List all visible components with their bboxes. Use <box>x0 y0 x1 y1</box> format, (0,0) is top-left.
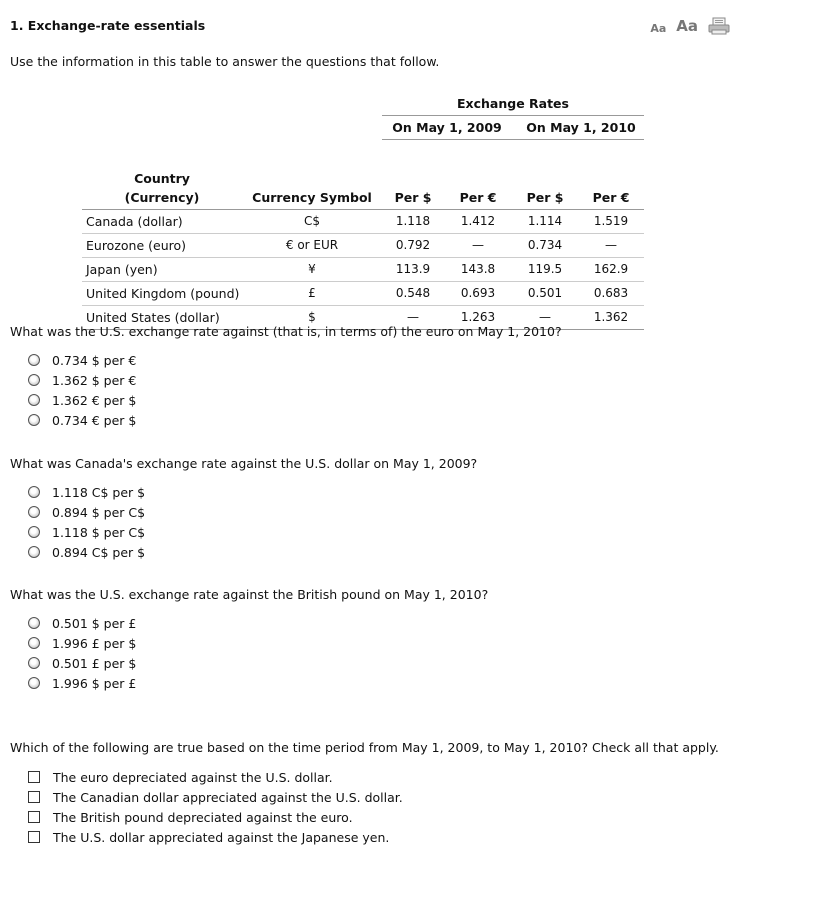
radio-option[interactable] <box>28 410 136 430</box>
checkbox[interactable] <box>28 771 40 783</box>
radio-button[interactable] <box>28 637 40 649</box>
rate-cell: 143.8 <box>460 262 496 276</box>
rate-cell: — <box>605 238 617 252</box>
radio-button[interactable] <box>28 617 40 629</box>
symbol-header: Currency Symbol <box>252 189 372 205</box>
option-label: 1.118 $ per C$ <box>52 524 146 540</box>
question-1-text: What was the U.S. exchange rate against (that is, in terms of) the euro on May 1, 2010? <box>10 324 562 339</box>
rate-cell: 0.548 <box>395 286 431 300</box>
radio-option[interactable] <box>28 350 136 370</box>
question-2-options <box>28 482 145 562</box>
radio-option[interactable] <box>28 542 145 562</box>
radio-option[interactable] <box>28 370 136 390</box>
radio-button[interactable] <box>28 657 40 669</box>
checkbox-option[interactable] <box>28 787 403 807</box>
option-label: 1.118 C$ per $ <box>52 484 146 500</box>
country-cell: United States (dollar) <box>86 309 220 325</box>
checkbox-option[interactable] <box>28 827 403 847</box>
country-cell: United Kingdom (pound) <box>86 285 240 301</box>
rate-cell: 0.734 <box>527 238 563 252</box>
rate-cell: 0.683 <box>593 286 629 300</box>
country-cell: Canada (dollar) <box>86 213 183 229</box>
per-euro-2009-header: Per € <box>459 189 497 205</box>
radio-button[interactable] <box>28 506 40 518</box>
radio-option[interactable] <box>28 502 145 522</box>
question-3-text: What was the U.S. exchange rate against the British pound on May 1, 2010? <box>10 587 489 602</box>
rate-cell: 119.5 <box>527 262 563 276</box>
radio-button[interactable] <box>28 414 40 426</box>
toolbar <box>650 17 730 35</box>
rate-cell: 1.263 <box>460 310 496 324</box>
table-row <box>82 281 644 305</box>
option-label: 1.362 € per $ <box>52 392 137 408</box>
option-label: 0.501 $ per £ <box>52 615 137 631</box>
radio-button[interactable] <box>28 374 40 386</box>
option-label: The British pound depreciated against the euro. <box>53 809 353 825</box>
radio-button[interactable] <box>28 486 40 498</box>
radio-option[interactable] <box>28 390 136 410</box>
rate-cell: 113.9 <box>395 262 431 276</box>
checkbox-option[interactable] <box>28 767 403 787</box>
question-4-options <box>28 767 403 847</box>
country-cell: Eurozone (euro) <box>86 237 187 253</box>
option-label: 1.996 £ per $ <box>52 635 137 651</box>
symbol-cell: £ <box>308 286 316 300</box>
radio-option[interactable] <box>28 673 136 693</box>
table-row <box>82 209 644 233</box>
option-label: 1.996 $ per £ <box>52 675 137 691</box>
radio-button[interactable] <box>28 546 40 558</box>
rate-cell: 0.501 <box>527 286 563 300</box>
currency-header: (Currency) <box>124 189 200 205</box>
option-label: 0.734 $ per € <box>52 352 137 368</box>
option-label: The U.S. dollar appreciated against the Japanese yen. <box>53 829 390 845</box>
radio-button[interactable] <box>28 394 40 406</box>
option-label: 0.894 $ per C$ <box>52 504 146 520</box>
checkbox-option[interactable] <box>28 807 403 827</box>
question-1-options <box>28 350 136 430</box>
period-2010-header: On May 1, 2010 <box>512 115 644 139</box>
checkbox[interactable] <box>28 811 40 823</box>
question-2-text: What was Canada's exchange rate against the U.S. dollar on May 1, 2009? <box>10 456 478 471</box>
option-label: 0.734 € per $ <box>52 412 137 428</box>
rate-cell: 1.362 <box>593 310 629 324</box>
option-label: 0.501 £ per $ <box>52 655 137 671</box>
rate-cell: 1.114 <box>527 214 563 228</box>
rate-cell: — <box>539 310 551 324</box>
rate-cell: — <box>472 238 484 252</box>
checkbox[interactable] <box>28 831 40 843</box>
checkbox[interactable] <box>28 791 40 803</box>
per-dollar-2010-header: Per $ <box>526 189 564 205</box>
table-row <box>82 233 644 257</box>
printer-icon[interactable] <box>708 17 730 35</box>
intro-text: Use the information in this table to answer the questions that follow. <box>10 54 440 69</box>
symbol-cell: ¥ <box>308 262 316 276</box>
rate-cell: 1.412 <box>460 214 496 228</box>
country-header: Country <box>134 170 190 186</box>
rate-cell: 0.792 <box>395 238 431 252</box>
radio-option[interactable] <box>28 613 136 633</box>
rate-cell: 1.519 <box>593 214 629 228</box>
radio-option[interactable] <box>28 482 145 502</box>
table-row <box>82 257 644 281</box>
option-label: The euro depreciated against the U.S. dollar. <box>53 769 333 785</box>
per-dollar-2009-header: Per $ <box>394 189 432 205</box>
rate-cell: 1.118 <box>395 214 431 228</box>
exchange-rates-header: Exchange Rates <box>382 92 644 115</box>
symbol-cell: C$ <box>303 214 320 228</box>
rate-cell: 0.693 <box>460 286 496 300</box>
decrease-font-button[interactable]: Aa <box>650 22 667 35</box>
rate-cell: 162.9 <box>593 262 629 276</box>
option-label: 0.894 C$ per $ <box>52 544 146 560</box>
radio-button[interactable] <box>28 354 40 366</box>
question-4-text: Which of the following are true based on the time period from May 1, 2009, to May 1, 2010? Check all that apply. <box>10 740 719 755</box>
exchange-rate-table <box>82 92 644 330</box>
option-label: The Canadian dollar appreciated against the U.S. dollar. <box>53 789 403 805</box>
country-cell: Japan (yen) <box>86 261 158 277</box>
period-2009-header: On May 1, 2009 <box>382 115 512 139</box>
page-title: 1. Exchange-rate essentials <box>10 18 206 33</box>
option-label: 1.362 $ per € <box>52 372 137 388</box>
symbol-cell: $ <box>308 310 316 324</box>
radio-button[interactable] <box>28 677 40 689</box>
radio-button[interactable] <box>28 526 40 538</box>
radio-option[interactable] <box>28 522 145 542</box>
symbol-cell: € or EUR <box>285 238 339 252</box>
question-3-options <box>28 613 136 693</box>
radio-option[interactable] <box>28 653 136 673</box>
radio-option[interactable] <box>28 633 136 653</box>
increase-font-button[interactable]: Aa <box>676 17 698 35</box>
rate-cell: — <box>407 310 419 324</box>
per-euro-2010-header: Per € <box>592 189 630 205</box>
